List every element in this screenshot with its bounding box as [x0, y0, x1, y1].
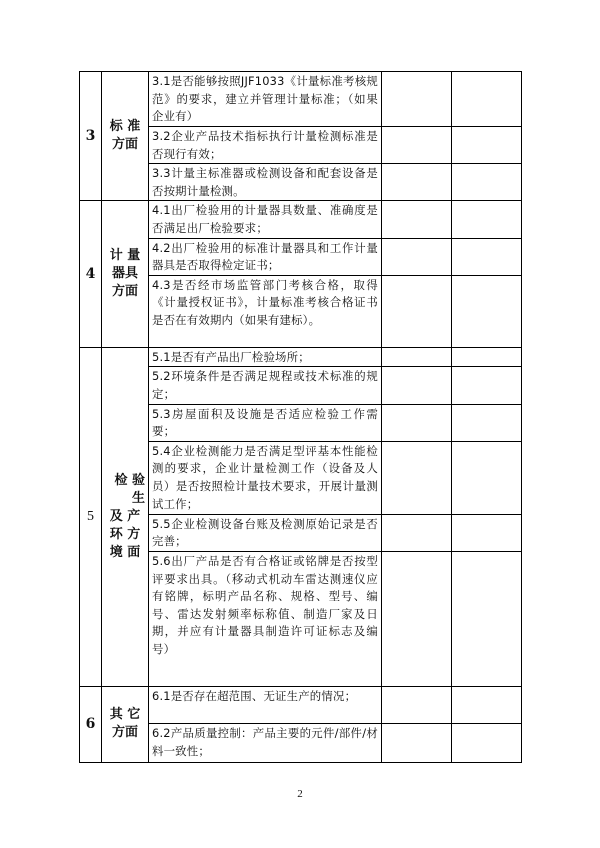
table-row [80, 686, 522, 723]
check-item: 5.6出厂产品是否有合格证或铭牌是否按型评要求出具。（移动式机动车雷达测速仪应有铭牌，标明产品名称、规格、型号、编号、雷达发射频率标称值、制造厂家及日期，并应有计量器具制造许可证标志及编号） [149, 551, 382, 686]
category-line: 环 方 [109, 526, 141, 542]
result-cell [382, 347, 452, 367]
category-line: 境 面 [109, 544, 141, 560]
result-cell [382, 441, 452, 514]
remark-cell [452, 72, 522, 127]
result-cell [382, 551, 452, 686]
remark-cell [452, 164, 522, 201]
category-cell [102, 201, 149, 347]
result-cell [382, 723, 452, 762]
result-cell [382, 275, 452, 347]
check-item: 5.4企业检测能力是否满足型评基本性能检测的要求，企业计量检测工作（设备及人员）是否按照检计量技术要求，开展计量测试工作； [149, 441, 382, 514]
table-row [80, 201, 522, 238]
category-line: 及 产 [109, 508, 141, 524]
remark-cell [452, 347, 522, 367]
category-line: 计 量 [109, 248, 141, 264]
category-line: 方面 [111, 137, 138, 153]
category-line: 检 验 [114, 472, 145, 488]
result-cell [382, 164, 452, 201]
remark-cell [452, 551, 522, 686]
category-cell [102, 72, 149, 201]
row-number: 4 [80, 201, 102, 347]
result-cell [382, 514, 452, 551]
check-item: 5.3房屋面积及设施是否适应检验工作需要； [149, 404, 382, 441]
check-item: 5.2环境条件是否满足规程或技术标准的规定； [149, 367, 382, 404]
category-cell [102, 686, 149, 762]
check-item: 6.2产品质量控制：产品主要的元件/部件/材料一致性； [149, 723, 382, 762]
check-item: 3.3计量主标准器或检测设备和配套设备是否按期计量检测。 [149, 164, 382, 201]
result-cell [382, 404, 452, 441]
row-number: 3 [80, 72, 102, 201]
result-cell [382, 686, 452, 723]
check-item: 5.1是否有产品出厂检验场所； [149, 347, 382, 367]
table-row [80, 347, 522, 367]
inspection-checklist-table [79, 71, 522, 763]
result-cell [382, 72, 452, 127]
remark-cell [452, 686, 522, 723]
remark-cell [452, 723, 522, 762]
remark-cell [452, 404, 522, 441]
result-cell [382, 367, 452, 404]
row-number: 6 [80, 686, 102, 762]
result-cell [382, 238, 452, 275]
category-line: 其 它 [109, 707, 141, 723]
page-number: 2 [297, 788, 303, 800]
remark-cell [452, 441, 522, 514]
remark-cell [452, 201, 522, 238]
remark-cell [452, 514, 522, 551]
remark-cell [452, 238, 522, 275]
check-item: 5.5企业检测设备台账及检测原始记录是否完善； [149, 514, 382, 551]
result-cell [382, 201, 452, 238]
check-item: 6.1是否存在超范围、无证生产的情况； [149, 686, 382, 723]
category-line: 器具 [111, 266, 138, 282]
remark-cell [452, 367, 522, 404]
check-item: 4.1出厂检验用的计量器具数量、准确度是否满足出厂检验要求； [149, 201, 382, 238]
check-item: 4.2出厂检验用的标准计量器具和工作计量器具是否取得检定证书； [149, 238, 382, 275]
remark-cell [452, 127, 522, 164]
check-item: 4.3是否经市场监管部门考核合格，取得《计量授权证书》，计量标准考核合格证书是否在有效期内（如果有建标）。 [149, 275, 382, 347]
category-line: 生 [131, 490, 145, 506]
category-line: 标 准 [109, 119, 141, 135]
row-number: 5 [80, 347, 102, 686]
table-row [80, 72, 522, 127]
check-item: 3.1是否能够按照JJF1033《计量标准考核规范》的要求，建立并管理计量标准；（如果企业有） [149, 72, 382, 127]
result-cell [382, 127, 452, 164]
remark-cell [452, 275, 522, 347]
category-cell [102, 347, 149, 686]
check-item: 3.2企业产品技术指标执行计量检测标准是否现行有效； [149, 127, 382, 164]
category-line: 方面 [111, 284, 138, 300]
category-line: 方面 [111, 725, 138, 741]
